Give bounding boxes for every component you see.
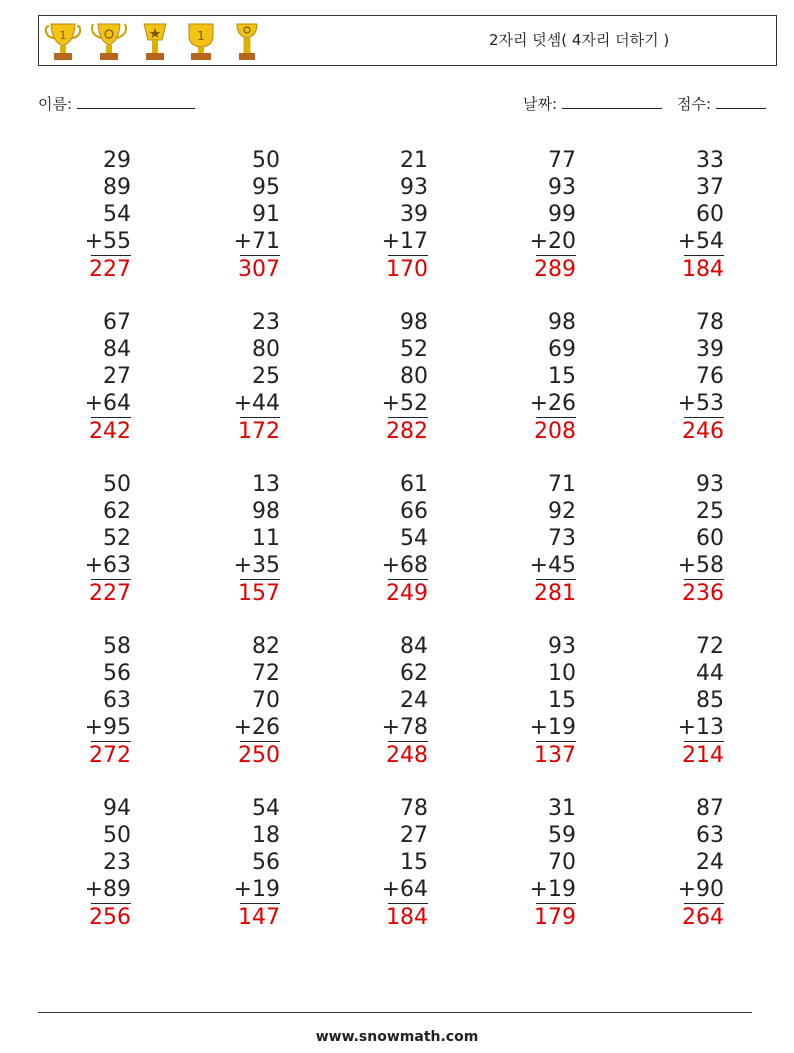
answer-sum: 256 xyxy=(89,905,131,930)
addend: 94 xyxy=(103,796,131,821)
addend: 50 xyxy=(252,148,280,173)
addition-problem xyxy=(31,309,131,445)
addend: 54 xyxy=(103,202,131,227)
footer-divider xyxy=(38,1012,752,1013)
addend: 31 xyxy=(548,796,576,821)
addition-problem xyxy=(328,795,428,931)
answer-sum: 227 xyxy=(89,257,131,282)
addend-with-plus: +26 xyxy=(529,391,576,416)
answer-sum: 170 xyxy=(386,257,428,282)
addend: 52 xyxy=(103,526,131,551)
addend: 61 xyxy=(400,472,428,497)
addend: 93 xyxy=(548,634,576,659)
answer-sum: 289 xyxy=(534,257,576,282)
addend: 70 xyxy=(252,688,280,713)
addend: 93 xyxy=(696,472,724,497)
addition-problem xyxy=(180,633,280,769)
addend-with-plus: +78 xyxy=(381,715,428,740)
addend: 58 xyxy=(103,634,131,659)
trophy-star-icon xyxy=(135,20,175,64)
addend: 84 xyxy=(103,337,131,362)
addition-problem xyxy=(476,147,576,283)
addend: 98 xyxy=(252,499,280,524)
addend: 69 xyxy=(548,337,576,362)
addition-problem xyxy=(624,795,724,931)
answer-sum: 242 xyxy=(89,419,131,444)
addend: 91 xyxy=(252,202,280,227)
addend-with-plus: +52 xyxy=(381,391,428,416)
addend: 15 xyxy=(400,850,428,875)
addend: 10 xyxy=(548,661,576,686)
addend: 80 xyxy=(252,337,280,362)
answer-sum: 250 xyxy=(238,743,280,768)
answer-sum: 172 xyxy=(238,419,280,444)
addition-problem xyxy=(476,633,576,769)
score-blank[interactable] xyxy=(716,94,766,109)
addition-problem xyxy=(180,147,280,283)
answer-sum: 246 xyxy=(682,419,724,444)
addend: 62 xyxy=(103,499,131,524)
addend: 15 xyxy=(548,688,576,713)
addend: 73 xyxy=(548,526,576,551)
addition-problem xyxy=(624,471,724,607)
addend-with-plus: +35 xyxy=(233,553,280,578)
date-field[interactable] xyxy=(523,93,662,114)
answer-sum: 248 xyxy=(386,743,428,768)
addend-with-plus: +95 xyxy=(84,715,131,740)
addend: 92 xyxy=(548,499,576,524)
addition-problem xyxy=(180,309,280,445)
addend: 13 xyxy=(252,472,280,497)
worksheet-header xyxy=(38,15,777,66)
answer-sum: 282 xyxy=(386,419,428,444)
addend-with-plus: +55 xyxy=(84,229,131,254)
addend-with-plus: +20 xyxy=(529,229,576,254)
addition-problem xyxy=(328,471,428,607)
answer-sum: 227 xyxy=(89,581,131,606)
addend-with-plus: +63 xyxy=(84,553,131,578)
addend: 11 xyxy=(252,526,280,551)
addend-with-plus: +17 xyxy=(381,229,428,254)
trophy-cup-icon xyxy=(227,20,267,64)
addend: 37 xyxy=(696,175,724,200)
addend-with-plus: +19 xyxy=(529,877,576,902)
addition-problem xyxy=(624,147,724,283)
answer-sum: 157 xyxy=(238,581,280,606)
addend: 59 xyxy=(548,823,576,848)
addend: 23 xyxy=(252,310,280,335)
addend-with-plus: +64 xyxy=(381,877,428,902)
addend-with-plus: +68 xyxy=(381,553,428,578)
answer-sum: 137 xyxy=(534,743,576,768)
date-blank[interactable] xyxy=(562,94,662,109)
addition-problem xyxy=(476,309,576,445)
addend: 72 xyxy=(252,661,280,686)
addend: 60 xyxy=(696,526,724,551)
addend-with-plus: +90 xyxy=(677,877,724,902)
addend: 72 xyxy=(696,634,724,659)
name-label: 이름: xyxy=(38,95,73,113)
addend: 85 xyxy=(696,688,724,713)
addition-problem xyxy=(31,633,131,769)
worksheet-title: 2자리 덧셈( 4자리 더하기 ) xyxy=(489,31,670,49)
addend-with-plus: +64 xyxy=(84,391,131,416)
answer-sum: 208 xyxy=(534,419,576,444)
addend: 60 xyxy=(696,202,724,227)
addend: 63 xyxy=(696,823,724,848)
addend: 56 xyxy=(252,850,280,875)
addend: 80 xyxy=(400,364,428,389)
answer-sum: 272 xyxy=(89,743,131,768)
addend: 24 xyxy=(400,688,428,713)
addend: 25 xyxy=(696,499,724,524)
addition-problem xyxy=(476,471,576,607)
addend-with-plus: +89 xyxy=(84,877,131,902)
addend: 54 xyxy=(400,526,428,551)
addend: 39 xyxy=(400,202,428,227)
addend: 98 xyxy=(548,310,576,335)
addend: 77 xyxy=(548,148,576,173)
addition-problem xyxy=(328,147,428,283)
trophy-row xyxy=(43,20,267,64)
svg-text:1: 1 xyxy=(197,29,205,43)
addition-problem xyxy=(180,795,280,931)
addition-problem xyxy=(328,633,428,769)
addend: 23 xyxy=(103,850,131,875)
addend: 95 xyxy=(252,175,280,200)
addition-problem xyxy=(31,147,131,283)
addend: 82 xyxy=(252,634,280,659)
answer-sum: 184 xyxy=(386,905,428,930)
addend-with-plus: +54 xyxy=(677,229,724,254)
addend: 99 xyxy=(548,202,576,227)
addend-with-plus: +71 xyxy=(233,229,280,254)
addend: 54 xyxy=(252,796,280,821)
addition-problem xyxy=(31,471,131,607)
addend-with-plus: +45 xyxy=(529,553,576,578)
addition-problem xyxy=(624,633,724,769)
answer-sum: 249 xyxy=(386,581,428,606)
addend: 93 xyxy=(400,175,428,200)
addition-problem xyxy=(476,795,576,931)
addend-with-plus: +26 xyxy=(233,715,280,740)
addend: 70 xyxy=(548,850,576,875)
date-label: 날짜: xyxy=(523,95,558,113)
addend: 87 xyxy=(696,796,724,821)
addend: 24 xyxy=(696,850,724,875)
addition-problem xyxy=(31,795,131,931)
addend-with-plus: +19 xyxy=(233,877,280,902)
addend: 84 xyxy=(400,634,428,659)
answer-sum: 264 xyxy=(682,905,724,930)
addend: 93 xyxy=(548,175,576,200)
addend: 89 xyxy=(103,175,131,200)
answer-sum: 281 xyxy=(534,581,576,606)
trophy-ribbon-icon xyxy=(89,20,129,64)
name-blank[interactable] xyxy=(77,94,195,109)
addend: 63 xyxy=(103,688,131,713)
addend-with-plus: +13 xyxy=(677,715,724,740)
name-field[interactable] xyxy=(38,93,195,114)
addend: 50 xyxy=(103,472,131,497)
addend-with-plus: +44 xyxy=(233,391,280,416)
trophy-1-icon xyxy=(43,20,83,64)
addition-problem xyxy=(624,309,724,445)
addend: 29 xyxy=(103,148,131,173)
addend: 44 xyxy=(696,661,724,686)
addend: 39 xyxy=(696,337,724,362)
addend: 78 xyxy=(400,796,428,821)
addend-with-plus: +53 xyxy=(677,391,724,416)
addend: 27 xyxy=(400,823,428,848)
answer-sum: 307 xyxy=(238,257,280,282)
answer-sum: 184 xyxy=(682,257,724,282)
score-field[interactable] xyxy=(677,93,766,114)
addend: 52 xyxy=(400,337,428,362)
addend: 71 xyxy=(548,472,576,497)
answer-sum: 179 xyxy=(534,905,576,930)
addend: 21 xyxy=(400,148,428,173)
trophy-1-icon xyxy=(181,20,221,64)
addition-problem xyxy=(180,471,280,607)
addend: 66 xyxy=(400,499,428,524)
footer-site: www.snowmath.com xyxy=(315,1029,479,1045)
addend-with-plus: +58 xyxy=(677,553,724,578)
svg-text:1: 1 xyxy=(59,29,67,42)
addend: 78 xyxy=(696,310,724,335)
addend: 25 xyxy=(252,364,280,389)
addend: 50 xyxy=(103,823,131,848)
answer-sum: 214 xyxy=(682,743,724,768)
answer-sum: 236 xyxy=(682,581,724,606)
addend: 62 xyxy=(400,661,428,686)
addend: 33 xyxy=(696,148,724,173)
addend: 56 xyxy=(103,661,131,686)
addend: 98 xyxy=(400,310,428,335)
addend: 18 xyxy=(252,823,280,848)
addend: 67 xyxy=(103,310,131,335)
addend-with-plus: +19 xyxy=(529,715,576,740)
score-label: 점수: xyxy=(677,95,712,113)
answer-sum: 147 xyxy=(238,905,280,930)
addend: 15 xyxy=(548,364,576,389)
addend: 76 xyxy=(696,364,724,389)
addition-problem xyxy=(328,309,428,445)
addend: 27 xyxy=(103,364,131,389)
